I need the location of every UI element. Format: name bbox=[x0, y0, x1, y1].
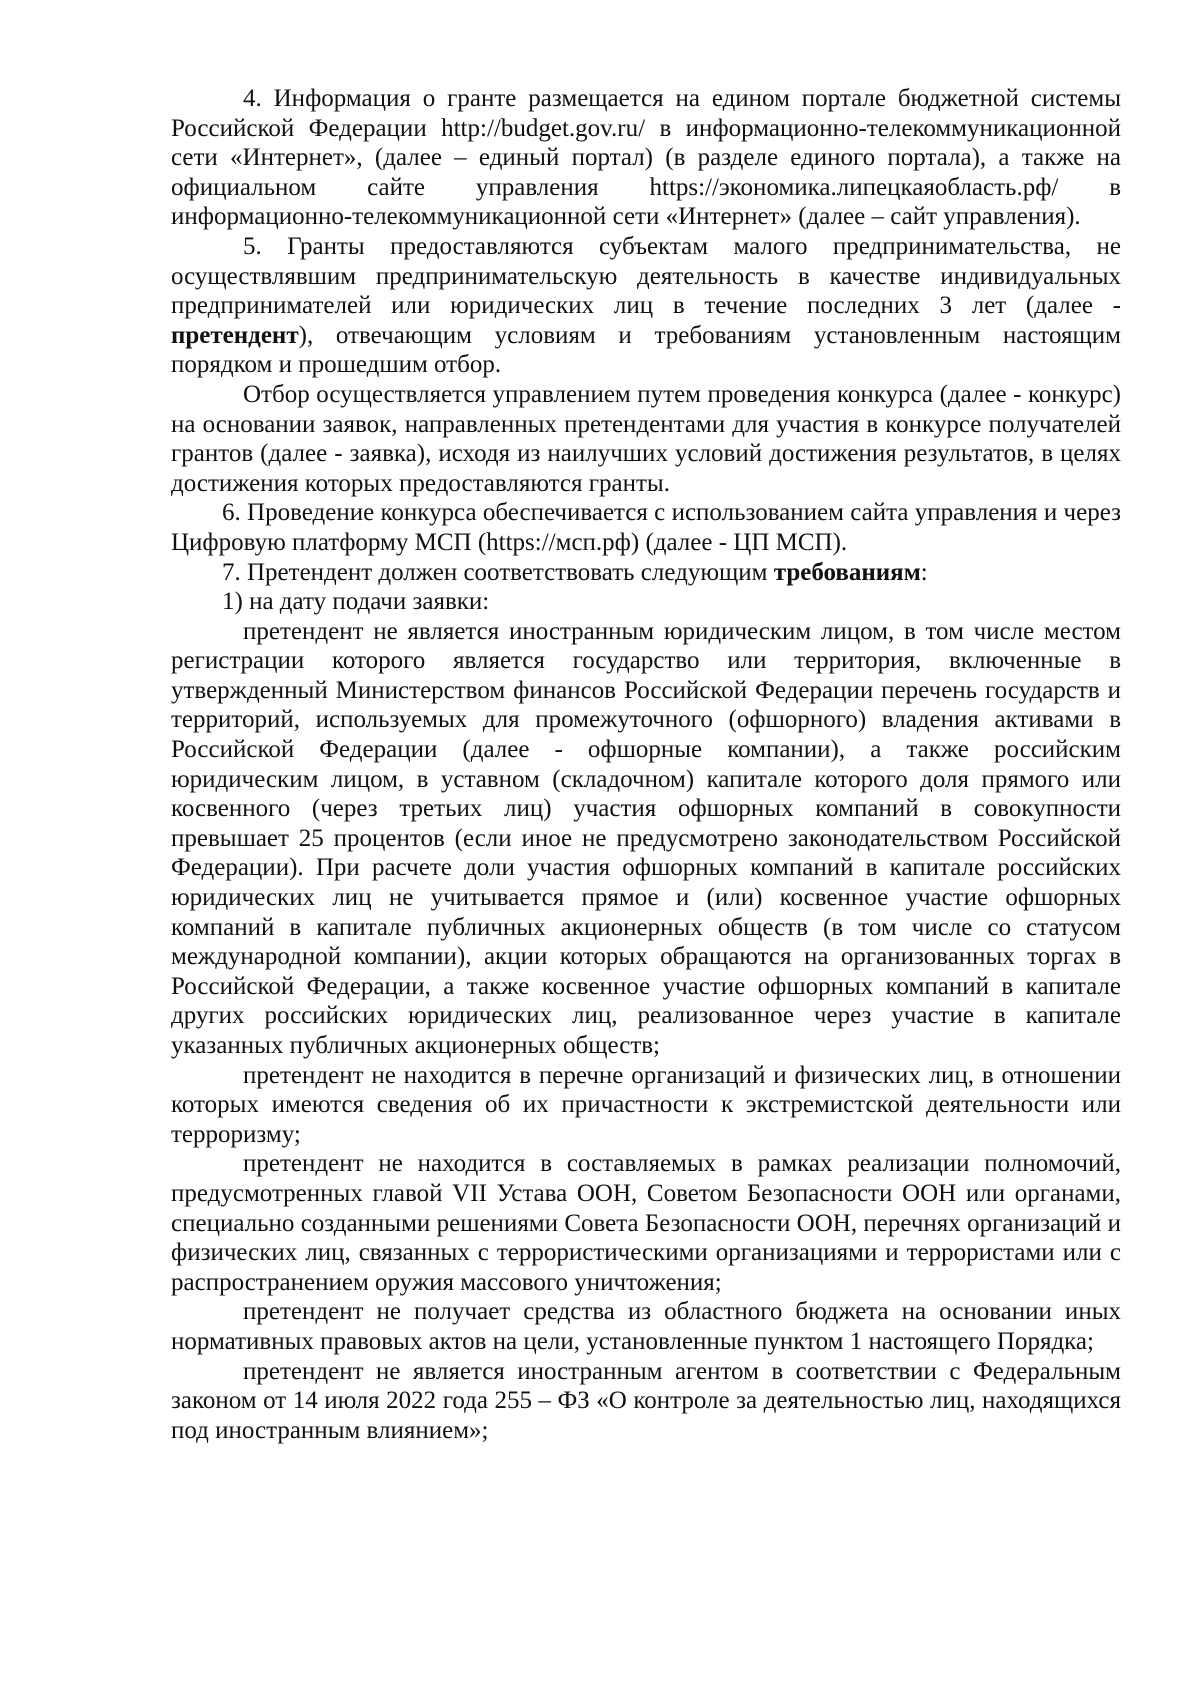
paragraph-7-text-start: 7. Претендент должен соответствовать следующим bbox=[222, 558, 774, 586]
subparagraph-7-1-application-date: 1) на дату подачи заявки: bbox=[222, 588, 490, 616]
paragraph-5-grant-recipients bbox=[171, 232, 1121, 380]
paragraph-6-contest-platform: 6. Проведение конкурса обеспечивается с использованием сайта управления и через Цифровую платформу МСП (https://мсп.рф) (далее - ЦП МСП). bbox=[171, 499, 1121, 556]
requirement-extremism: претендент не находится в перечне организаций и физических лиц, в отношении которых имеются сведения об их причастности к экстремистской деятельности или терроризму; bbox=[171, 1061, 1121, 1148]
term-applicant: претендент bbox=[171, 321, 299, 349]
paragraph-5-text-end: ), отвечающим условиям и требованиям установленным настоящим порядком и прошедшим отбор. bbox=[171, 321, 1121, 379]
paragraph-4-grant-info: 4. Информация о гранте размещается на едином портале бюджетной системы Российской Федерации http://budget.gov.ru/ в информационно-телекоммуникационной сети «Интернет», (далее – единый портал) (в разделе единого портала), а также на официальном сайте управления https://экономика.липецкаяобласть.рф/ в информационно-телекоммуникационной сети «Интернет» (далее – сайт управления). bbox=[171, 85, 1121, 231]
paragraph-selection: Отбор осуществляется управлением путем проведения конкурса (далее - конкурс) на основании заявок, направленных претендентами для участия в конкурсе получателей грантов (далее - заявка), исходя из наилучших условий достижения результатов, в целях достижения которых предоставляются гранты. bbox=[171, 380, 1121, 497]
requirement-foreign-agent: претендент не является иностранным агентом в соответствии с Федеральным законом от 14 июля 2022 года 255 – ФЗ «О контроле за деятельностью лиц, находящихся под иностранным влиянием»; bbox=[171, 1357, 1121, 1444]
requirement-offshore: претендент не является иностранным юридическим лицом, в том числе местом регистрации которого является государство или территория, включенные в утвержденный Министерством финансов Российской Федерации перечень государств и территорий, используемых для промежуточного (офшорного) владения активами в Российской Федерации (далее - офшорные компании), а также российским юридическим лицом, в уставном (складочном) капитале которого доля прямого или косвенного (через третьих лиц) участия офшорных компаний в совокупности превышает 25 процентов (если иное не предусмотрено законодательством Российской Федерации). При расчете доли участия офшорных компаний в капитале российских юридических лиц не учитывается прямое и (или) косвенное участие офшорных компаний в капитале публичных акционерных обществ (в том числе со статусом международной компании), акции которых обращаются на организованных торгах в Российской Федерации, а также косвенное участие офшорных компаний в капитале других российских юридических лиц, реализованное через участие в капитале указанных публичных акционерных обществ; bbox=[171, 617, 1121, 1059]
document-body bbox=[171, 84, 1121, 1445]
paragraph-7-requirements bbox=[171, 558, 1121, 588]
requirement-regional-budget: претендент не получает средства из областного бюджета на основании иных нормативных правовых актов на цели, установленные пунктом 1 настоящего Порядка; bbox=[171, 1298, 1121, 1355]
paragraph-5-text-start: 5. Гранты предоставляются субъектам малого предпринимательства, не осуществлявшим предпринимательскую деятельность в качестве индивидуальных предпринимателей или юридических лиц в течение последних 3 лет (далее - bbox=[171, 232, 1121, 320]
paragraph-7-text-end: : bbox=[920, 558, 928, 586]
term-requirements: требованиям bbox=[773, 558, 921, 586]
requirement-un-sanctions: претендент не находится в составляемых в рамках реализации полномочий, предусмотренных главой VII Устава ООН, Советом Безопасности ООН или органами, специально созданными решениями Совета Безопасности ООН, перечнях организаций и физических лиц, связанных с террористическими организациями и террористами или с распространением оружия массового уничтожения; bbox=[171, 1150, 1121, 1296]
